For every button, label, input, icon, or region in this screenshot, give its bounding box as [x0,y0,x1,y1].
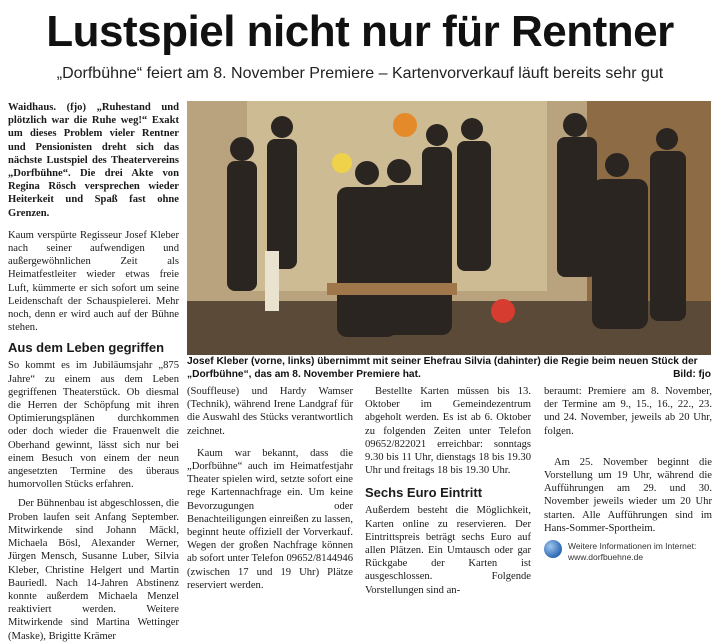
body-paragraph: So kommt es im Jubiläumsjahr „875 Jahre“ zu einem aus dem Leben gegriffenen Theaterstück. Ob diesmal die Herren der Schöpfung mit ihren Optimierungsplänen durchkommen oder doch wieder die Frauenwelt die Oberhand gewinnt, lässt sich nur bei einem Besuch von einem der neun angesetzten Termine des überaus humorvollen Stücks erfahren. [8,360,179,491]
article-column-2 [187,385,353,592]
web-info-label: Weitere Informationen im Internet: [568,541,697,551]
globe-icon [544,540,562,558]
body-paragraph: beraumt: Premiere am 8. November, der Termine am 9., 15., 16., 22., 23. und 24. November, jeweils ab 20 Uhr, folgen. [544,386,712,437]
body-paragraph: Der Bühnenbau ist abgeschlossen, die Proben laufen seit Anfang September. Mitwirkende sind Johann Mäckl, Michaela Bösl, Alexander Werner, Jürgen Mensch, Susanne Luber, Silvia Kleber, Christine Helgert und Martin Bauriedl. Nach 14-Jahren Abstinenz konnte außerdem Michaela Menzel reaktiviert werden. Weitere Mitwirkende sind Martina Wettinger (Maske), Brigitte Krämer [8,498,179,642]
body-paragraph: (Souffleuse) und Hardy Wamser (Technik), während Irene Landgraf für die Auswahl des Stücks verantwortlich zeichnet. [187,386,353,437]
lead-paragraph: Waidhaus. (fjo) „Ruhestand und plötzlich war die Ruhe weg!“ Exakt um dieses Problem vieler Rentner und Pensionisten dreht sich das nächste Lustspiel des Theatervereins „Dorfbühne“. Die drei Akte von Regina Rösch versprechen wieder Heiterkeit und Spaß fast ohne Grenzen. [8,102,179,219]
headline: Lustspiel nicht nur für Rentner [46,7,674,56]
photo-caption [187,356,711,381]
web-info-box [544,538,714,566]
photo-credit: Bild: fjo [673,368,711,380]
body-paragraph: Am 25. November beginnt die Vorstellung um 19 Uhr, während die Aufführungen am 29. und 30. November jeweils wieder um 20 Uhr starten. Alle Aufführungen sind im Hans-Sommer-Sportheim. [544,456,712,534]
article-column-1 [8,101,179,643]
body-paragraph: Kaum war bekannt, dass die „Dorfbühne“ auch im Heimatfestjahr Theater spielen wird, setzte sofort eine rege Kartennachfrage ein. Um keine Bevorzugungen oder Benachteiligungen einreißen zu lassen, beginnt heute offiziell der Vorverkauf. Wegen der großen Nachfrage können ab sofort unter Telefon 09652/8144946 (zwischen 17 und 19 Uhr) Plätze reserviert werden. [187,447,353,591]
article-column-4 [544,385,712,535]
section-heading: Aus dem Leben gegriffen [8,340,165,356]
section-heading: Sechs Euro Eintritt [365,485,483,501]
article-column-3 [365,385,531,597]
body-paragraph: Kaum verspürte Regisseur Josef Kleber nach seiner aufwendigen und außergewöhnlichen Zeit als Heimatfestleiter wieder etwas freie Luft, kümmerte er sich sofort um seine Leidenschaft der Schauspielerei. Mehr noch, denn er wird auch auf der Bühne stehen. [8,229,179,334]
caption-text: Josef Kleber (vorne, links) übernimmt mit seiner Ehefrau Silvia (dahinter) die Regie beim neuen Stück der „Dorfbühne“, das am 8. November Premiere hat. [187,356,698,380]
web-info-url[interactable]: www.dorfbuehne.de [568,552,644,562]
subheadline: „Dorfbühne“ feiert am 8. November Premiere – Kartenvorverkauf läuft bereits sehr gut [56,65,664,82]
body-paragraph: Bestellte Karten müssen bis 13. Oktober im Gemeindezentrum abgeholt werden. Es ist ab 6. Oktober zu folgenden Zeiten unter Telefon 09652/822021 erreichbar: sonntags 9.30 bis 11 Uhr, dienstags 18 bis 19.30 Uhr und freitags 18 bis 19.30 Uhr. [365,386,531,477]
body-paragraph: Außerdem besteht die Möglichkeit, Karten online zu reservieren. Der Eintrittspreis beträgt sechs Euro auf allen Plätzen. Ein Umtausch oder gar Rückgabe der Karten ist ausgeschlossen. Folgende Vorstellungen sind an- [365,505,531,596]
stage-photo [187,101,711,355]
